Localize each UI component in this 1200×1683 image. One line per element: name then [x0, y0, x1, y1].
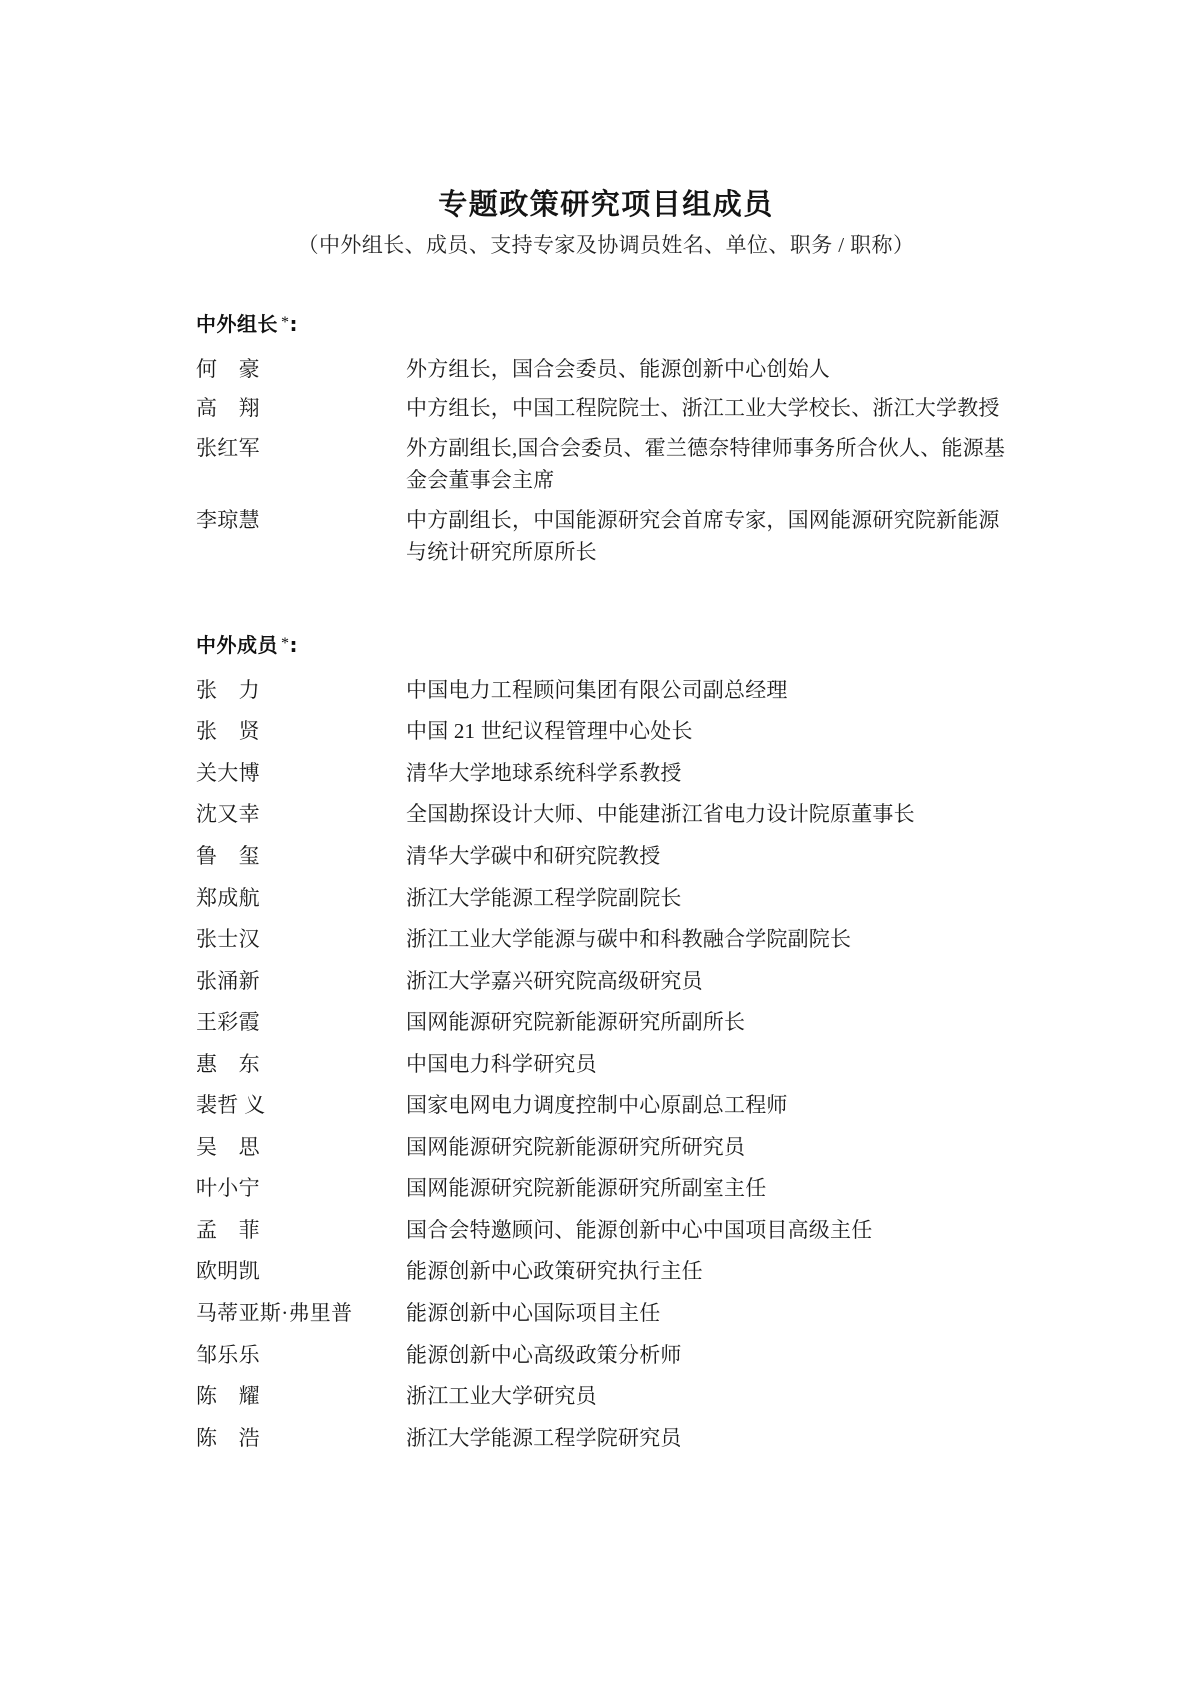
member-role: 中国电力工程顾问集团有限公司副总经理 — [406, 677, 788, 702]
member-name: 陈 浩 — [196, 1425, 260, 1450]
member-role: 清华大学地球系统科学系教授 — [406, 760, 682, 785]
section-heading-footnote-marker: * — [281, 313, 290, 331]
section-heading-members — [196, 629, 1016, 658]
section-heading-footnote-marker: * — [281, 634, 290, 652]
member-name: 张 力 — [196, 677, 260, 702]
list-item — [196, 432, 1016, 497]
list-item — [196, 1297, 1016, 1330]
list-item — [196, 1089, 1016, 1122]
list-item — [196, 757, 1016, 790]
section-heading-colon: : — [289, 632, 298, 657]
member-role: 能源创新中心国际项目主任 — [406, 1301, 661, 1326]
member-role: 中方组长，中国工程院院士、浙江工业大学校长、浙江大学教授 — [406, 396, 1000, 421]
member-name: 惠 东 — [196, 1051, 260, 1076]
member-name: 王彩霞 — [196, 1010, 260, 1035]
member-name: 马蒂亚斯·弗里普 — [196, 1301, 353, 1326]
member-role: 浙江工业大学研究员 — [406, 1384, 597, 1409]
member-role: 外方副组长,国合会委员、霍兰德奈特律师事务所合伙人、能源基金会董事会主席 — [406, 435, 1006, 493]
section-heading-label: 中外成员 — [196, 632, 278, 657]
member-name: 欧明凯 — [196, 1259, 260, 1284]
member-name: 高 翔 — [196, 396, 260, 421]
list-item — [196, 674, 1016, 707]
member-name: 关大博 — [196, 760, 260, 785]
member-name: 陈 耀 — [196, 1384, 260, 1409]
list-item — [196, 840, 1016, 873]
section-heading-label: 中外组长 — [196, 311, 278, 336]
member-name: 张士汉 — [196, 927, 260, 952]
member-role: 中国电力科学研究员 — [406, 1051, 597, 1076]
list-item — [196, 1339, 1016, 1372]
member-role: 浙江大学能源工程学院副院长 — [406, 885, 682, 910]
list-item — [196, 1048, 1016, 1081]
member-role: 能源创新中心政策研究执行主任 — [406, 1259, 703, 1284]
section-members — [196, 629, 1016, 1454]
member-role: 国家电网电力调度控制中心原副总工程师 — [406, 1093, 788, 1118]
list-item — [196, 1172, 1016, 1205]
member-name: 裴哲 义 — [196, 1093, 266, 1118]
member-role: 全国勘探设计大师、中能建浙江省电力设计院原董事长 — [406, 802, 915, 827]
member-name: 孟 菲 — [196, 1217, 260, 1242]
member-name: 沈又幸 — [196, 802, 260, 827]
list-item — [196, 1255, 1016, 1288]
page-subtitle: （中外组长、成员、支持专家及协调员姓名、单位、职务 / 职称） — [297, 233, 915, 258]
member-name: 邹乐乐 — [196, 1342, 260, 1367]
list-item — [196, 504, 1016, 569]
list-item — [196, 1131, 1016, 1164]
section-leaders — [196, 308, 1016, 569]
member-name: 张涌新 — [196, 968, 260, 993]
member-name: 叶小宁 — [196, 1176, 260, 1201]
list-item — [196, 923, 1016, 956]
list-item — [196, 1214, 1016, 1247]
list-item — [196, 798, 1016, 831]
page-title: 专题政策研究项目组成员 — [438, 187, 774, 221]
member-role: 国网能源研究院新能源研究所副所长 — [406, 1010, 746, 1035]
section-heading-colon: : — [289, 311, 298, 336]
member-name: 张 贤 — [196, 719, 260, 744]
member-role: 国合会特邀顾问、能源创新中心中国项目高级主任 — [406, 1217, 873, 1242]
list-item — [196, 1422, 1016, 1455]
member-name: 何 豪 — [196, 356, 260, 381]
member-name: 张红军 — [196, 435, 260, 460]
member-name: 郑成航 — [196, 885, 260, 910]
document-content — [196, 186, 1016, 1463]
list-item — [196, 392, 1016, 425]
list-item — [196, 965, 1016, 998]
member-name: 吴 思 — [196, 1134, 260, 1159]
member-role: 浙江大学嘉兴研究院高级研究员 — [406, 968, 703, 993]
member-name: 鲁 玺 — [196, 844, 260, 869]
member-role: 浙江大学能源工程学院研究员 — [406, 1425, 682, 1450]
list-item — [196, 882, 1016, 915]
list-item — [196, 715, 1016, 748]
member-role: 能源创新中心高级政策分析师 — [406, 1342, 682, 1367]
member-role: 中国 21 世纪议程管理中心处长 — [406, 719, 693, 744]
member-name: 李琼慧 — [196, 507, 260, 532]
list-item — [196, 1380, 1016, 1413]
list-item — [196, 353, 1016, 386]
member-role: 国网能源研究院新能源研究所副室主任 — [406, 1176, 767, 1201]
member-role: 浙江工业大学能源与碳中和科教融合学院副院长 — [406, 927, 852, 952]
member-role: 中方副组长，中国能源研究会首席专家，国网能源研究院新能源与统计研究所原所长 — [406, 507, 1000, 565]
member-role: 国网能源研究院新能源研究所研究员 — [406, 1134, 746, 1159]
member-role: 清华大学碳中和研究院教授 — [406, 844, 661, 869]
list-item — [196, 1006, 1016, 1039]
section-heading-leaders — [196, 308, 1016, 337]
member-role: 外方组长，国合会委员、能源创新中心创始人 — [406, 356, 830, 381]
